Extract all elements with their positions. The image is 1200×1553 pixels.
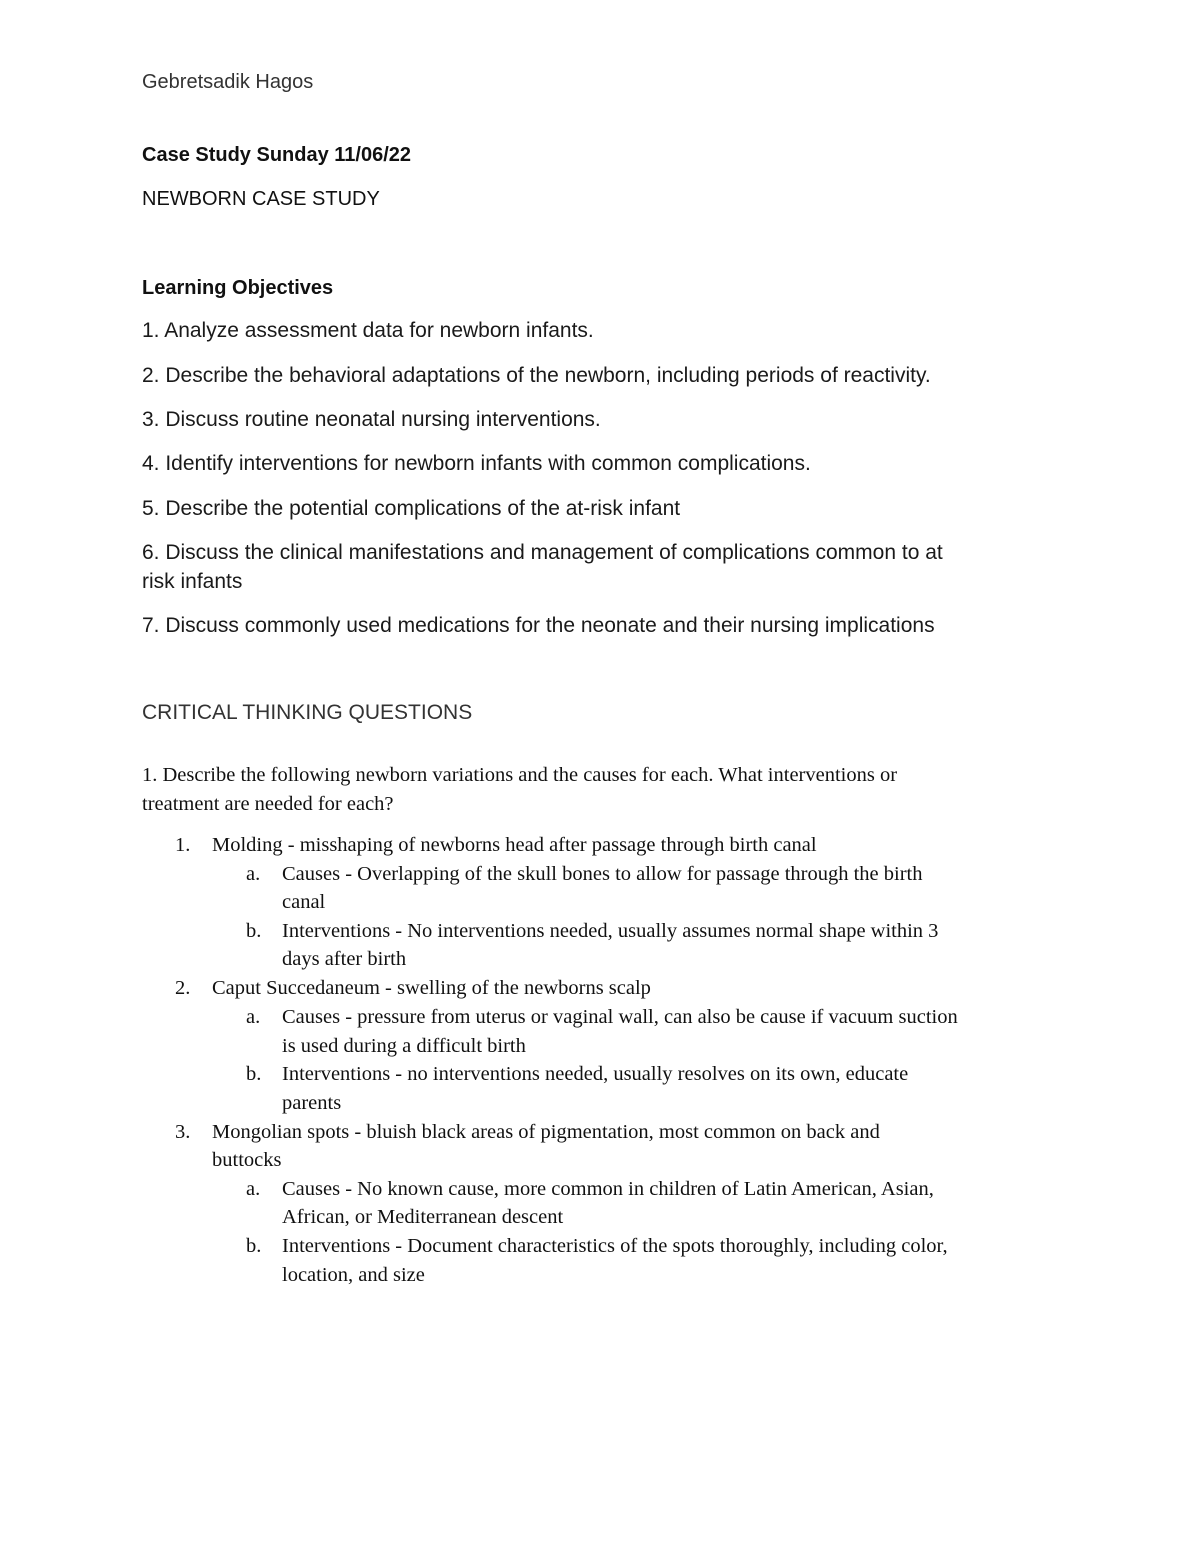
sub-item-letter: b. xyxy=(246,920,262,942)
sub-item-text: Causes - No known cause, more common in children of Latin American, Asian, xyxy=(282,1178,934,1200)
page-title: Case Study Sunday 11/06/22 xyxy=(142,144,412,166)
objective-item: 7. Discuss commonly used medications for the neonate and their nursing implications xyxy=(142,614,935,637)
sub-item-letter: a. xyxy=(246,1006,261,1028)
sub-item-letter: a. xyxy=(246,1178,261,1200)
sub-item-text: Causes - Overlapping of the skull bones to allow for passage through the birth xyxy=(282,863,923,885)
variation-number: 3. xyxy=(175,1121,191,1143)
sub-item-text-continued: is used during a difficult birth xyxy=(282,1035,526,1057)
sub-item-text: Causes - pressure from uterus or vaginal wall, can also be cause if vacuum suction xyxy=(282,1006,958,1028)
sub-item-text: Interventions - no interventions needed, usually resolves on its own, educate xyxy=(282,1063,909,1085)
learning-objectives-heading: Learning Objectives xyxy=(142,277,334,299)
variation-text: Caput Succedaneum - swelling of the newborns scalp xyxy=(212,977,651,999)
author-name: Gebretsadik Hagos xyxy=(142,71,314,93)
sub-item-text-continued: location, and size xyxy=(282,1264,425,1286)
variation-number: 2. xyxy=(175,977,191,999)
objective-item: 2. Describe the behavioral adaptations of the newborn, including periods of reactivity. xyxy=(142,364,931,387)
sub-item-text: Interventions - Document characteristics of the spots thoroughly, including color, xyxy=(282,1235,948,1257)
sub-item-letter: a. xyxy=(246,863,261,885)
objective-item: 1. Analyze assessment data for newborn infants. xyxy=(142,319,594,342)
variation-text-continued: buttocks xyxy=(212,1149,282,1171)
critical-thinking-heading: CRITICAL THINKING QUESTIONS xyxy=(142,701,473,724)
sub-item-text: Interventions - No interventions needed, usually assumes normal shape within 3 xyxy=(282,920,939,942)
variation-number: 1. xyxy=(175,834,191,856)
objective-item: 5. Describe the potential complications of the at-risk infant xyxy=(142,497,681,520)
sub-item-text-continued: canal xyxy=(282,891,326,913)
variation-text: Molding - misshaping of newborns head after passage through birth canal xyxy=(212,834,817,856)
question-1-line: treatment are needed for each? xyxy=(142,793,394,815)
variation-text: Mongolian spots - bluish black areas of pigmentation, most common on back and xyxy=(212,1121,880,1143)
question-1-line: 1. Describe the following newborn variations and the causes for each. What interventions or xyxy=(142,764,898,786)
objective-item: 6. Discuss the clinical manifestations and management of complications common to at xyxy=(142,541,943,564)
sub-item-text-continued: parents xyxy=(282,1092,342,1114)
sub-item-letter: b. xyxy=(246,1235,262,1257)
page-subtitle: NEWBORN CASE STUDY xyxy=(142,188,380,210)
question-1 xyxy=(142,761,1042,819)
objective-item: 3. Discuss routine neonatal nursing interventions. xyxy=(142,408,601,431)
sub-item-text-continued: days after birth xyxy=(282,948,407,970)
sub-item-letter: b. xyxy=(246,1063,262,1085)
sub-item-text-continued: African, or Mediterranean descent xyxy=(282,1206,564,1228)
objective-item-continued: risk infants xyxy=(142,570,243,593)
objective-item: 4. Identify interventions for newborn infants with common complications. xyxy=(142,452,811,475)
